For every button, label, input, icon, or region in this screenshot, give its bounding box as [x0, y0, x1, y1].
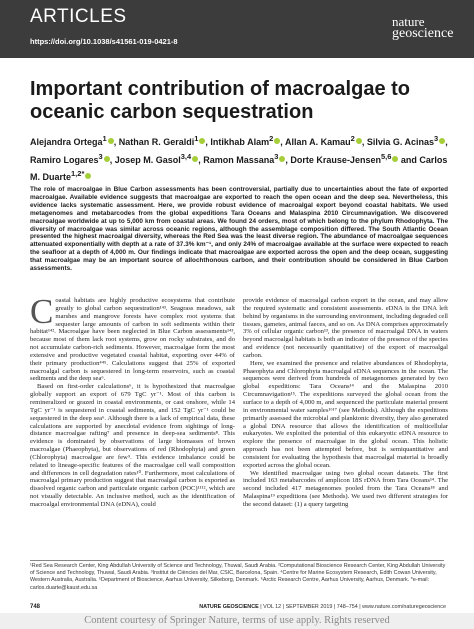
body-column-right — [243, 297, 448, 509]
journal-logo-line1: nature — [392, 14, 425, 29]
affiliations: ¹Red Sea Research Center, King Abdullah University of Science and Technology, Thuwal, Saudi Arabia. ²Computational Bioscience Research Center, King Abdullah University of Science and Technology, Thuwal, Saudi Arabia. ³Institut de Ciències del Mar, CSIC, Barcelona, Spain. ⁴Centre for Marine Ecosystem Research, Edith Cowan University, Western Australia, Australia. ⁵Department of Bioscience, Aarhus University, Silkeborg, Denmark. ⁶Arctic Research Centre, Aarhus University, Aarhus, Denmark. *e-mail: carlos.duarte@kaust.edu.sa — [30, 563, 446, 591]
section-label: ARTICLES — [30, 6, 127, 27]
author-affil-sup: 3,4 — [180, 151, 192, 161]
doi-link[interactable]: https://doi.org/10.1038/s41561-019-0421-8 — [30, 37, 178, 46]
article-header-bar — [0, 0, 474, 58]
body-paragraph: provide evidence of macroalgal carbon export in the ocean, and may allow the required systematic and consistent assessments. eDNA is the DNA left behind by organisms in the surrounding environment, including degraded cell tissues, gametes, animal faeces, and so on. As DNA comprises approximately 3% of cellular organic carbon¹³, the presence of macroalgal DNA in waters beyond macroalgal habitats is both an indicator of the presence of the species and evidence (not necessarily quantitative) of the export of macroalgal carbon. — [243, 297, 448, 359]
author-name[interactable]: Ramon Massana — [203, 154, 275, 165]
author-name[interactable]: Josep M. Gasol — [114, 154, 181, 165]
author-separator: , — [285, 154, 291, 165]
footer-journal-info — [199, 604, 446, 610]
author-name[interactable]: Nathan R. Geraldi — [118, 137, 195, 147]
body-text: oastal habitats are highly productive ecosystems that contribute greatly to global carbon sequestration¹⁴³. Seagrass meadows, salt marshes and mangrove forests have complex root systems that sequester large amounts of carbon in soft sediments within their habitat¹⁴². Macroalgae have been neglected in Blue Carbon assessments¹⁴³, because most of them lack root systems, grow on rocky substrates, and do not accumulate carbon-rich sediments. However, macroalgae form the most extensive and productive vegetated coastal habitat, exporting over 44% of their primary production⁴⁴⁵. Calculations suggest that 25% of exported macroalgal carbon is sequestered in long-term reservoirs, such as coastal sediments and the deep sea⁶. — [30, 297, 235, 383]
drop-cap: C — [30, 292, 54, 331]
article-title: Important contribution of macroalgae to oceanic carbon sequestration — [30, 78, 411, 123]
author-separator: and — [398, 154, 420, 165]
author-list — [30, 132, 455, 185]
journal-logo-line2: geoscience — [392, 26, 454, 41]
author-separator: , — [198, 154, 204, 165]
author-name[interactable]: Carlos M. Duarte — [30, 154, 448, 182]
author-name[interactable]: Allan A. Kamau — [284, 137, 351, 147]
body-paragraph — [30, 292, 235, 383]
author-separator: , — [113, 137, 119, 147]
abstract: The role of macroalgae in Blue Carbon assessments has been controversial, partially due to uncertainties about the fate of exported macroalgae. Available evidence suggests that macroalgae are exported to reach the open ocean and the deep sea. Nevertheless, this evidence lacks systematic assessment. Here, we provide robust evidence of macroalgal export beyond coastal habitats. We used metagenomes and metabarcodes from the global expeditions Tara Oceans and Malaspina 2010 Circumnavigation. We discovered macroalgae worldwide at up to 5,000 km from coastal areas. We found 24 orders, most of which belong to the phylum Rhodophyta. The diversity of macroalgae was similar across oceanic regions, although the assemblage composition differed. The South Atlantic Ocean presented the highest macroalgal diversity, whereas the Red Sea was the least diverse region. The abundance of macroalgae sequences attenuated exponentially with depth at a rate of 37.3% km⁻¹, and only 24% of macroalgae available at the surface were expected to reach the seafloor at a depth of 4,000 m. Our findings indicate that macroalgae are exported across the open and the deep ocean, suggesting that macroalgae may be an important source of allochthonous carbon, and their contribution should be considered in Blue Carbon assessments. — [30, 186, 448, 273]
author-separator: , — [109, 154, 115, 165]
author-name[interactable]: Alejandra Ortega — [30, 137, 103, 147]
author-affil-sup: 5,6 — [380, 151, 392, 161]
author-separator: , — [205, 137, 211, 147]
author-affil-sup: 1 — [194, 134, 199, 143]
author-affil-sup: 1 — [102, 134, 107, 143]
author-affil-sup: 3 — [98, 151, 103, 161]
body-paragraph: We identified macroalgae using two global ocean datasets. The first included 163 metabarcodes of amplicon 18S rDNA from Tara Oceans¹⁴. The second included 417 metagenomes pooled from the Tara Oceans¹⁸ and Malaspina¹⁹ expeditions (see Methods). We used two different strategies for the second dataset: (1) a query targeting — [243, 469, 448, 508]
author-affil-sup: 3 — [274, 151, 279, 161]
author-name[interactable]: Intikhab Alam — [210, 137, 270, 147]
author-separator: , — [280, 137, 285, 147]
author-affil-sup: 2 — [269, 134, 274, 143]
footnote-divider — [30, 560, 444, 561]
author-affil-sup: 3 — [434, 134, 439, 143]
author-name[interactable]: Dorte Krause-Jensen — [290, 154, 381, 165]
page-number: 748 — [30, 604, 41, 610]
courtesy-watermark: Content courtesy of Springer Nature, terms of use apply. Rights reserved — [0, 613, 474, 629]
author-affil-sup: 2 — [350, 134, 355, 143]
footer-issue[interactable]: | VOL 12 | SEPTEMBER 2019 | 748–754 | www.nature.com/naturegeoscience — [258, 604, 446, 610]
body-paragraph: Based on first-order calculations⁶, it is hypothesized that macroalgae globally support an export of 679 TgC yr⁻¹. Most of this carbon is remineralized or grazed in coastal environments, or cast onshore, while 14 TgC yr⁻¹ is sequestered in coastal sediments, and 152 TgC yr⁻¹ could be sequestered in the deep sea⁶. Although there is a lack of empirical data, these calculations are supported by anecdotal evidence from sightings of long-distance macroalgae rafting⁷ and presence in deep-sea sediments⁸. This evidence is dominated by observations of large biomasses of brown macroalgae (Phaeophyta), but observations of red (Rhodophyta) and green (Chlorophyta) macroalgae are few⁹. This evidence imbalance could be related to lineage-specific features of the macroalgae cell wall composition and differences in cell degradation rates¹⁰. Furthermore, most calculations of macroalgal primary production suggest that macroalgal carbon is exported as dissolved organic carbon and particulate organic carbon (POC)¹¹¹², which are not visually detectable. An inclusive method, such as the identification of macroalgal environmental DNA (eDNA), could — [30, 383, 235, 508]
author-name[interactable]: Silvia G. Acinas — [366, 137, 435, 147]
body-column-left — [30, 292, 235, 509]
journal-logo[interactable] — [392, 16, 456, 40]
author-separator: , — [361, 137, 367, 147]
author-separator: , — [445, 137, 448, 147]
footer-journal-name: NATURE GEOSCIENCE — [199, 604, 259, 610]
body-paragraph: Here, we examined the presence and relative abundances of Rhodophyta, Phaeophyta and Chlorophyta macroalgal eDNA sequences in the ocean. The sequences were derived from hundreds of metagenomes generated by two global expeditions: Tara Oceans¹⁴ and the Malaspina 2010 Circumnavigation¹⁵. The expeditions surveyed the global ocean from the surface to a depth of 4,000 m, and sequenced the particulate material present in environmental water samples¹⁶¹⁷ (see Methods). Although the expeditions primarily assessed the microbial and planktonic diversity, they also generated a global DNA resource that allows the identification of multicellular eukaryotes. We exploited the potential of this eukaryotic eDNA resource to explore the presence of macroalgae in the global ocean. This holistic approach has not been attempted before, but is semiquantitative and consistent for evaluating the hypothesis that macroalgal material is broadly exported across the global ocean. — [243, 359, 448, 469]
orcid-icon[interactable] — [85, 173, 91, 179]
author-affil-sup: 1,2* — [71, 169, 85, 178]
author-name[interactable]: Ramiro Logares — [30, 154, 99, 165]
